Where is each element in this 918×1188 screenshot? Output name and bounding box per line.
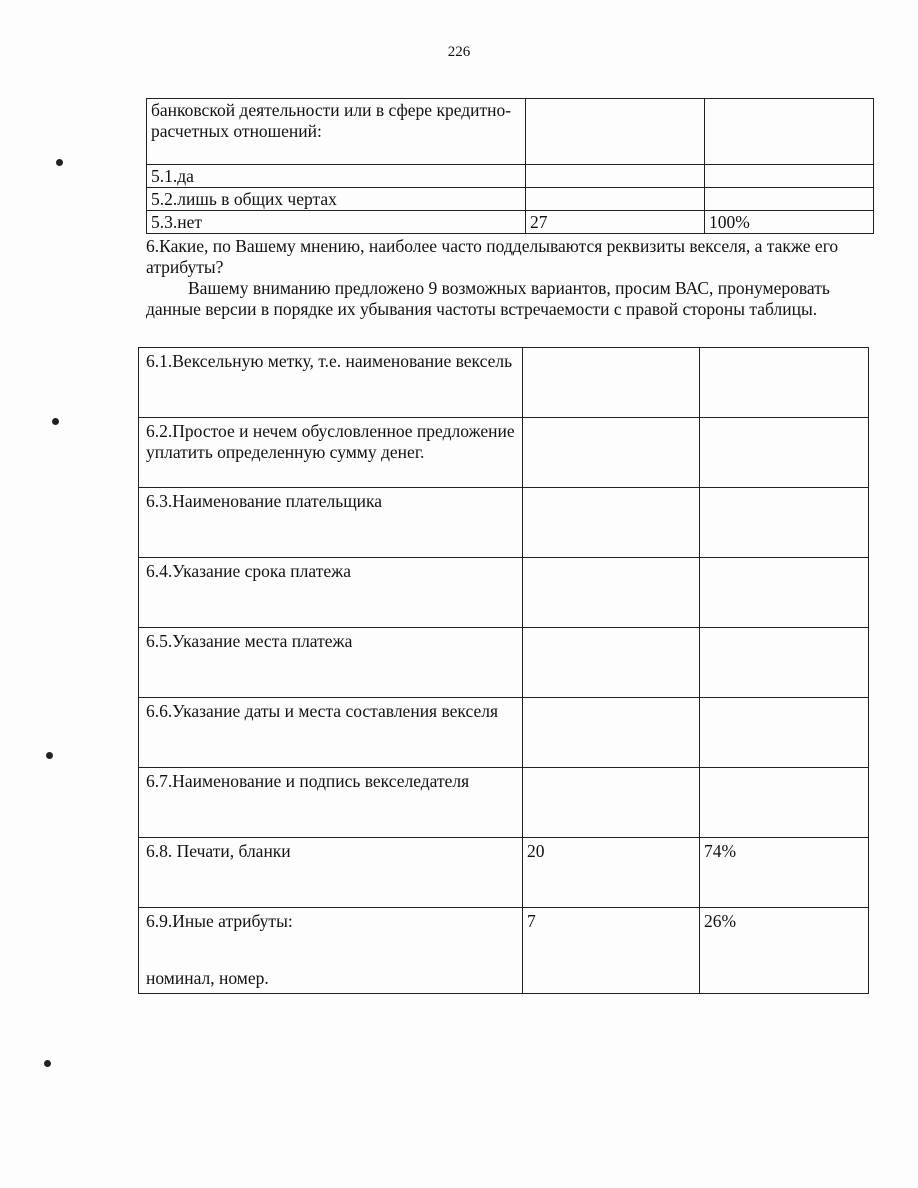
table6-row-count: 20 — [523, 838, 700, 908]
question-6-block — [146, 236, 866, 320]
table6-row-label-cell — [139, 908, 523, 994]
binding-hole-mark — [46, 752, 53, 759]
page-number: 226 — [447, 44, 471, 60]
table5-row-label: 5.3.нет — [147, 211, 526, 234]
table5-header-count — [526, 99, 705, 165]
table6-row-percent — [700, 628, 869, 698]
table5-row-percent — [705, 188, 874, 211]
table-row — [139, 348, 869, 418]
binding-hole-mark — [44, 1060, 51, 1067]
table-row — [139, 908, 869, 994]
table-question-5 — [146, 98, 874, 234]
table6-row-percent: 26% — [700, 908, 869, 994]
table-row — [139, 558, 869, 628]
table6-row-count — [523, 768, 700, 838]
table5-row-percent — [705, 165, 874, 188]
table6-row-percent — [700, 348, 869, 418]
table6-row-count — [523, 348, 700, 418]
table6-row-percent — [700, 488, 869, 558]
table5-row-percent: 100% — [705, 211, 874, 234]
binding-hole-mark — [56, 159, 63, 166]
table6-row-percent — [700, 698, 869, 768]
table-row — [139, 418, 869, 488]
table6-row-percent — [700, 418, 869, 488]
question-6-title: 6.Какие, по Вашему мнению, наиболее часто подделываются реквизиты векселя, а также его атрибуты? — [146, 236, 839, 277]
table6-row-label: 6.1.Вексельную метку, т.е. наименование вексель — [139, 348, 523, 418]
table5-row-label: 5.1.да — [147, 165, 526, 188]
table6-row-percent: 74% — [700, 838, 869, 908]
table6-row-label: 6.7.Наименование и подпись векселедателя — [139, 768, 523, 838]
table-row — [147, 165, 874, 188]
table6-row-count — [523, 628, 700, 698]
table6-row-count — [523, 488, 700, 558]
table5-header-cell: банковской деятельности или в сфере кредитно-расчетных отношений: — [147, 99, 526, 165]
table6-row-count: 7 — [523, 908, 700, 994]
table-row — [147, 188, 874, 211]
table5-row-count — [526, 165, 705, 188]
table6-row-label: 6.6.Указание даты и места составления векселя — [139, 698, 523, 768]
table5-row-count — [526, 188, 705, 211]
table6-row-label: 6.2.Простое и нечем обусловленное предложение уплатить определенную сумму денег. — [139, 418, 523, 488]
table-row — [139, 768, 869, 838]
table-question-6 — [138, 347, 869, 994]
table6-row-count — [523, 558, 700, 628]
table6-row-count — [523, 418, 700, 488]
table-row — [139, 488, 869, 558]
table-row — [139, 698, 869, 768]
table6-row-percent — [700, 768, 869, 838]
table6-row-label: 6.4.Указание срока платежа — [139, 558, 523, 628]
table6-row-percent — [700, 558, 869, 628]
table6-row-label: 6.9.Иные атрибуты: — [146, 911, 293, 931]
table5-row-label: 5.2.лишь в общих чертах — [147, 188, 526, 211]
table5-header-percent — [705, 99, 874, 165]
table-row — [139, 838, 869, 908]
table6-row-sublabel: номинал, номер. — [146, 968, 269, 988]
table6-row-label: 6.3.Наименование плательщика — [139, 488, 523, 558]
table-row — [147, 211, 874, 234]
table-row — [147, 99, 874, 165]
binding-hole-mark — [52, 418, 59, 425]
table5-row-count: 27 — [526, 211, 705, 234]
table-row — [139, 628, 869, 698]
table6-row-count — [523, 698, 700, 768]
table6-row-label: 6.5.Указание места платежа — [139, 628, 523, 698]
table6-row-label: 6.8. Печати, бланки — [139, 838, 523, 908]
question-6-instruction: Вашему вниманию предложено 9 возможных вариантов, просим ВАС, пронумеровать данные версии в порядке их убывания частоты встречаемости с правой стороны таблицы. — [146, 278, 830, 319]
